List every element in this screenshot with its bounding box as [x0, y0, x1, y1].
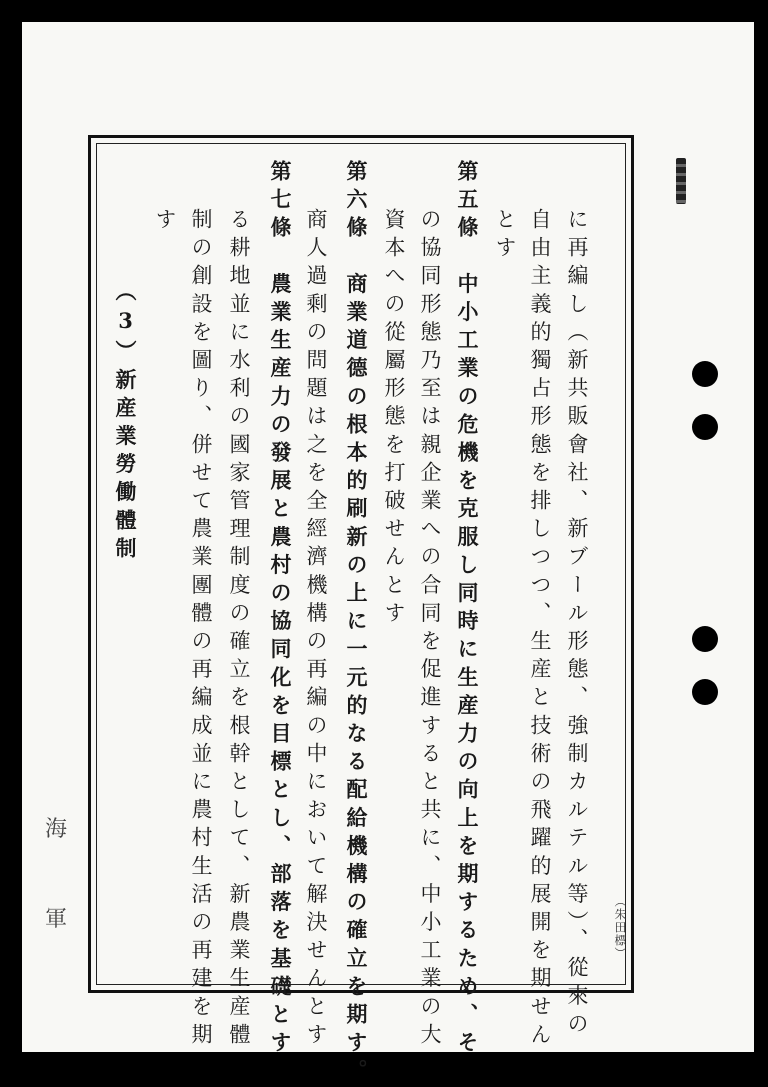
text-column-6: 資本への從屬形態を打破せんとす [382, 208, 406, 630]
text-column-3: とす [493, 208, 517, 265]
punch-hole-4 [692, 679, 718, 705]
text-column-2: 自由主義的獨占形態を排しつつ、生産と技術の飛躍的展開を期せん [528, 208, 552, 1051]
text-column-12: す [153, 208, 177, 237]
side-character-2: 軍 [45, 907, 68, 932]
text-column-11: 制の創設を圖り、併せて農業團體の再編成並に農村生活の再建を期 [189, 208, 213, 1051]
margin-stamp-label: （朱田標） [613, 895, 627, 960]
text-column-10: る耕地並に水利の國家管理制度の確立を根幹として、新農業生産體 [227, 208, 251, 1051]
punch-hole-2 [692, 414, 718, 440]
text-column-5: の協同形態乃至は親企業への合同を促進すると共に、中小工業の大 [418, 208, 442, 1051]
text-column-1: に再編し（新共販會社、新ブール形態、強制カルテル等）、從來の [565, 208, 589, 1041]
punch-hole-1 [692, 361, 718, 387]
side-character-1: 海 [45, 817, 68, 842]
article-7-heading-column: 第七條 農業生産力の發展と農村の協同化を目標とし、部落を基礎とす [268, 160, 293, 1060]
punch-hole-3 [692, 626, 718, 652]
article-6-heading-column: 第六條 商業道德の根本的刷新の上に一元的なる配給機構の確立を期す。 [344, 160, 369, 1087]
section-heading-column: （3）新産業勞働體制 [113, 280, 138, 565]
text-column-8: 商人過剩の問題は之を全經濟機構の再編の中において解決せんとす [304, 208, 328, 1051]
article-5-heading-column: 第五條 中小工業の危機を克服し同時に生産力の向上を期するため、そ [455, 160, 480, 1060]
binding-mark [676, 158, 686, 204]
